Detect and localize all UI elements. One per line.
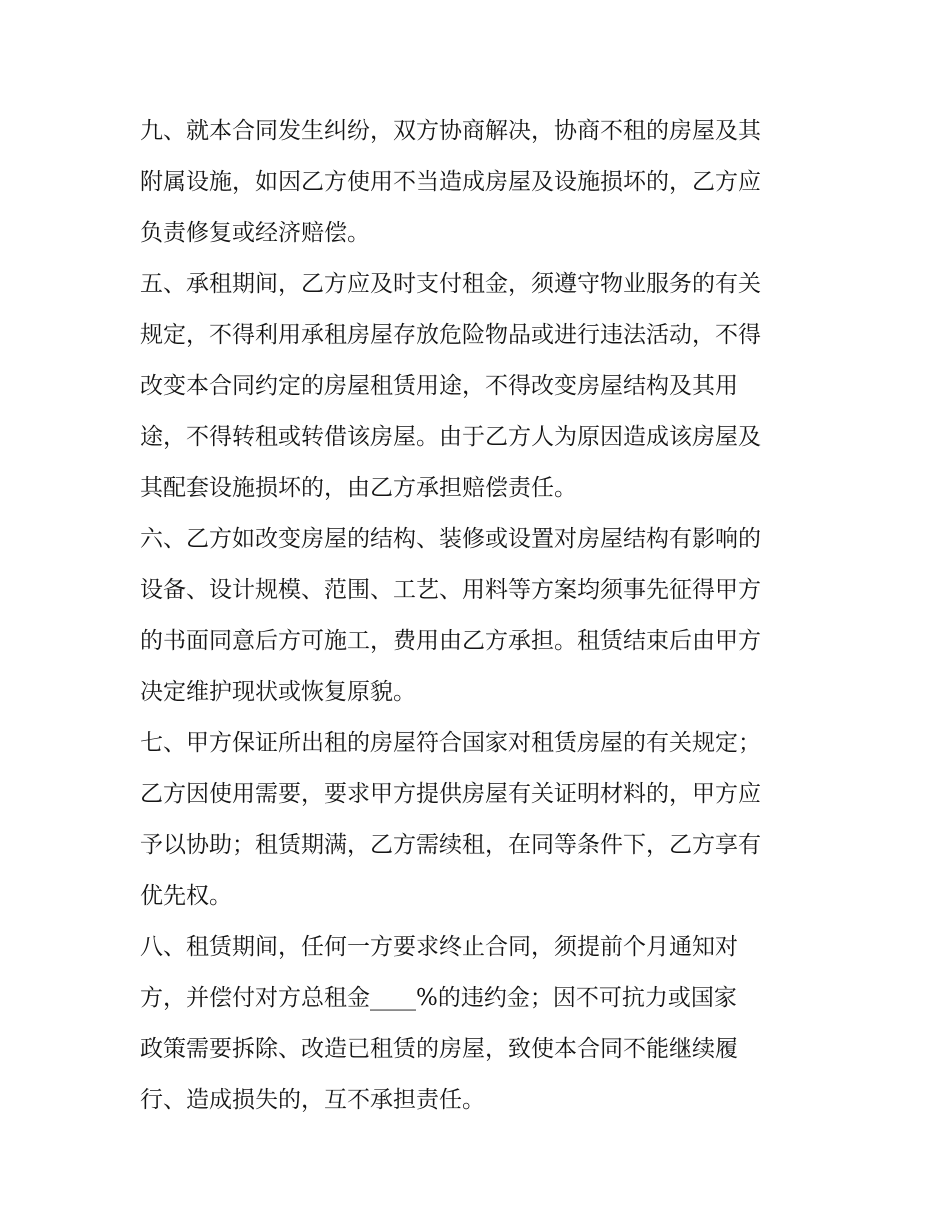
text-line: 的书面同意后方可施工，费用由乙方承担。租赁结束后由甲方 (140, 628, 761, 654)
text-line: 设备、设计规模、范围、工艺、用料等方案均须事先征得甲方 (140, 577, 761, 603)
text-line: 九、就本合同发生纠纷，双方协商解决，协商不租的房屋及其 (140, 118, 761, 144)
text-line: 方，并偿付对方总租金____%的违约金；因不可抗力或国家 (140, 985, 737, 1011)
text-line: 政策需要拆除、改造已租赁的房屋，致使本合同不能继续履 (140, 1036, 738, 1062)
text-line: 行、造成损失的，互不承担责任。 (140, 1087, 485, 1113)
text-line: 其配套设施损坏的，由乙方承担赔偿责任。 (140, 475, 577, 501)
text-line: 七、甲方保证所出租的房屋符合国家对租赁房屋的有关规定； (140, 730, 761, 756)
text-line: 决定维护现状或恢复原貌。 (140, 679, 416, 705)
text-line: 予以协助；租赁期满，乙方需续租，在同等条件下，乙方享有 (140, 832, 761, 858)
text-line: 附属设施，如因乙方使用不当造成房屋及设施损坏的，乙方应 (140, 169, 761, 195)
text-line: 规定，不得利用承租房屋存放危险物品或进行违法活动，不得 (140, 322, 761, 348)
text-line: 八、租赁期间，任何一方要求终止合同，须提前个月通知对 (140, 934, 738, 960)
text-line: 乙方因使用需要，要求甲方提供房屋有关证明材料的，甲方应 (140, 781, 761, 807)
text-line: 优先权。 (140, 883, 232, 909)
text-line: 途，不得转租或转借该房屋。由于乙方人为原因造成该房屋及 (140, 424, 761, 450)
text-line: 改变本合同约定的房屋租赁用途，不得改变房屋结构及其用 (140, 373, 738, 399)
contract-text (140, 106, 812, 1126)
text-line: 五、承租期间，乙方应及时支付租金，须遵守物业服务的有关 (140, 271, 761, 297)
text-line: 负责修复或经济赔偿。 (140, 220, 370, 246)
text-line: 六、乙方如改变房屋的结构、装修或设置对房屋结构有影响的 (140, 526, 761, 552)
